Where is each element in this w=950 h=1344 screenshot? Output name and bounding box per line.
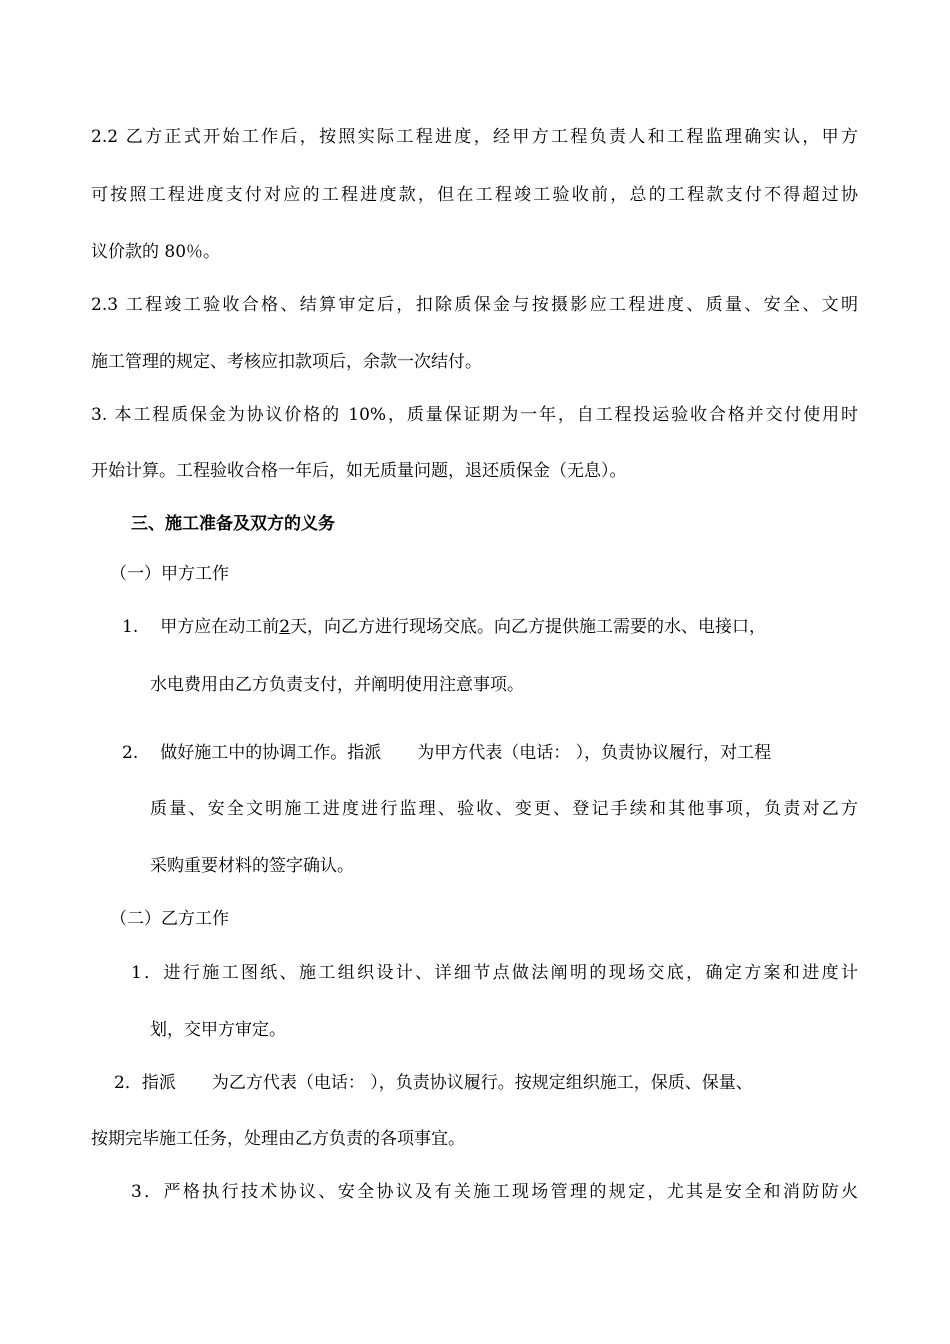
party-b-heading: （二）乙方工作 bbox=[110, 909, 229, 929]
party-a-item-2-line-3: 采购重要材料的签字确认。 bbox=[150, 856, 354, 876]
item-text: 甲方应在动工前 bbox=[160, 617, 280, 637]
clause-2-2-line-2: 可按照工程进度支付对应的工程进度款，但在工程竣工验收前，总的工程款支付不得超过协 bbox=[91, 185, 858, 205]
clause-2-3-line-1: 2.3 工程竣工验收合格、结算审定后，扣除质保金与按摄影应工程进度、质量、安全、文明 bbox=[91, 295, 858, 315]
clause-2-2-line-3: 议价款的 80％。 bbox=[91, 242, 221, 262]
section-3-title: 三、施工准备及双方的义务 bbox=[131, 514, 335, 534]
party-b-item-3-line-1: 3．严格执行技术协议、安全协议及有关施工现场管理的规定，尤其是安全和消防防火 bbox=[131, 1182, 858, 1202]
party-b-item-1-line-1: 1．进行施工图纸、施工组织设计、详细节点做法阐明的现场交底，确定方案和进度计 bbox=[131, 963, 858, 983]
item-text-cont: 天，向乙方进行现场交底。向乙方提供施工需要的水、电接口， bbox=[290, 617, 767, 637]
item-text: 2．指派 bbox=[114, 1073, 176, 1093]
party-a-item-1-line-2: 水电费用由乙方负责支付，并阐明使用注意事项。 bbox=[150, 675, 524, 695]
party-a-item-2-line-1 bbox=[122, 741, 859, 765]
clause-3-line-1: 3. 本工程质保金为协议价格的 10%，质量保证期为一年，自工程投运验收合格并交付使用时 bbox=[91, 405, 858, 425]
item-text-cont: 为乙方代表（电话： ），负责协议履行。按规定组织施工，保质、保量、 bbox=[211, 1073, 753, 1093]
party-a-heading: （一）甲方工作 bbox=[110, 564, 229, 584]
clause-2-3-line-2: 施工管理的规定、考核应扣款项后，余款一次结付。 bbox=[91, 352, 482, 372]
party-b-item-1-line-2: 划，交甲方审定。 bbox=[150, 1020, 286, 1040]
party-a-item-2-line-2: 质量、安全文明施工进度进行监理、验收、变更、登记手续和其他事项，负责对乙方 bbox=[150, 799, 858, 819]
clause-3-line-2: 开始计算。工程验收合格一年后，如无质量问题，退还质保金（无息）。 bbox=[91, 461, 627, 481]
item-text-cont: 为甲方代表（电话： ），负责协议履行，对工程 bbox=[417, 743, 772, 763]
clause-2-2-line-1: 2.2 乙方正式开始工作后，按照实际工程进度，经甲方工程负责人和工程监理确实认，甲方 bbox=[91, 127, 858, 147]
item-number: 2. bbox=[122, 743, 139, 763]
days-value: 2 bbox=[279, 617, 291, 637]
party-a-item-1-line-1 bbox=[122, 615, 859, 639]
item-text: 做好施工中的协调工作。指派 bbox=[160, 743, 382, 763]
party-b-item-2-line-1 bbox=[114, 1071, 858, 1095]
party-b-item-2-line-2: 按期完毕施工任务，处理由乙方负责的各项事宜。 bbox=[91, 1129, 465, 1149]
item-number: 1. bbox=[122, 617, 139, 637]
